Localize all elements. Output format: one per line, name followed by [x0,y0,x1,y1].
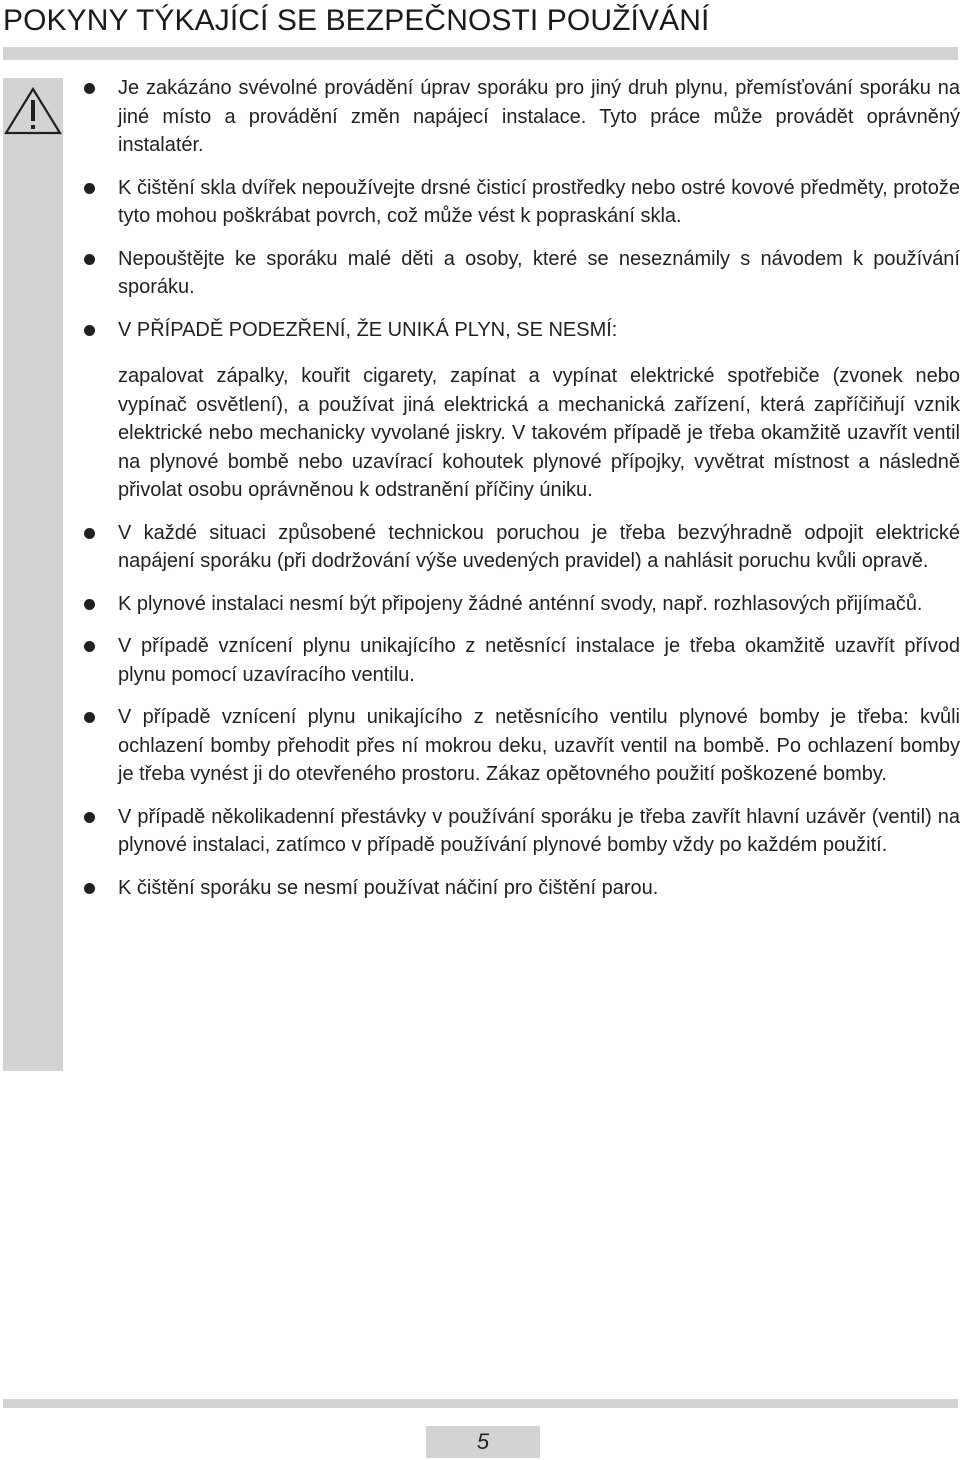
item-text: V případě několikadenní přestávky v používání sporáku je třeba zavřít hlavní uzávěr (ventil) na plynové instalaci, zatímco v případě používání plynové bomby vždy po každém použití. [118,805,960,856]
item-text: Je zakázáno svévolné provádění úprav sporáku pro jiný druh plynu, přemísťování sporáku na jiné místo a provádění změn napájecí instalace. Tyto práce může provádět oprávněný instalatér. [118,77,960,156]
bullet-icon [84,599,95,610]
bullet-icon [84,83,95,94]
title-divider [3,47,958,60]
bullet-icon [84,325,95,336]
item-text: K čištění skla dvířek nepoužívejte drsné čisticí prostředky nebo ostré kovové předměty, protože tyto mohou poškrábat povrch, což může vést k popraskání skla. [118,176,960,227]
list-item [80,174,960,231]
list-item [80,74,960,160]
bullet-icon [84,812,95,823]
list-item [80,590,960,619]
item-text: zapalovat zápalky, kouřit cigarety, zapínat a vypínat elektrické spotřebiče (zvonek nebo vypínač osvětlení), a používat jiná elektrická a mechanická zařízení, která zapříčiňují vznik elektrické nebo mechanicky vyvolané jiskry. V takovém případě je třeba okamžitě uzavřít ventil na plynové bombě nebo uzavírací kohoutek plynové přípojky, vyvětrat místnost a následně přivolat osobu oprávněnou k odstranění příčiny úniku. [118,365,960,501]
safety-instructions-list [80,74,960,902]
item-text: K plynové instalaci nesmí být připojeny žádné anténní svody, např. rozhlasových přijímačů. [118,592,923,615]
item-text: V případě vznícení plynu unikajícího z netěsnícího ventilu plynové bomby je třeba: kvůli ochlazení bomby přehodit přes ní mokrou deku, uzavřít ventil na bombě. Po ochlazení bomby je třeba vynést ji do otevřeného prostoru. Zákaz opětovného použití poškozené bomby. [118,706,960,785]
bullet-icon [84,641,95,652]
footer-divider [3,1399,958,1408]
item-text: K čištění sporáku se nesmí používat náčiní pro čištění parou. [118,876,659,899]
bullet-icon [84,528,95,539]
list-item [80,803,960,860]
page-number: 5 [426,1426,540,1458]
warning-exclamation-icon [3,87,63,135]
list-item [80,245,960,302]
item-text: V každé situaci způsobené technickou poruchou je třeba bezvýhradně odpojit elektrické napájení sporáku (při dodržování výše uvedených pravidel) a nahlásit poruchu kvůli opravě. [118,521,960,572]
bullet-icon [84,712,95,723]
list-item [80,519,960,576]
item-text: V případě vznícení plynu unikajícího z netěsnící instalace je třeba okamžitě uzavřít přívod plynu pomocí uzavíracího ventilu. [118,635,960,686]
bullet-icon [84,254,95,265]
gas-leak-heading: V PŘÍPADĚ PODEZŘENÍ, ŽE UNIKÁ PLYN, SE NESMÍ: [118,318,618,341]
list-item [80,632,960,689]
bullet-icon [84,883,95,894]
warning-side-bar [3,78,63,1071]
list-item [80,316,960,345]
bullet-icon [84,183,95,194]
list-item-continuation [80,362,960,505]
list-item [80,874,960,903]
page-title: POKYNY TÝKAJÍCÍ SE BEZPEČNOSTI POUŽÍVÁNÍ [3,4,710,37]
list-item [80,703,960,789]
item-text: Nepouštějte ke sporáku malé děti a osoby, které se neseznámily s návodem k používání sporáku. [118,247,960,298]
